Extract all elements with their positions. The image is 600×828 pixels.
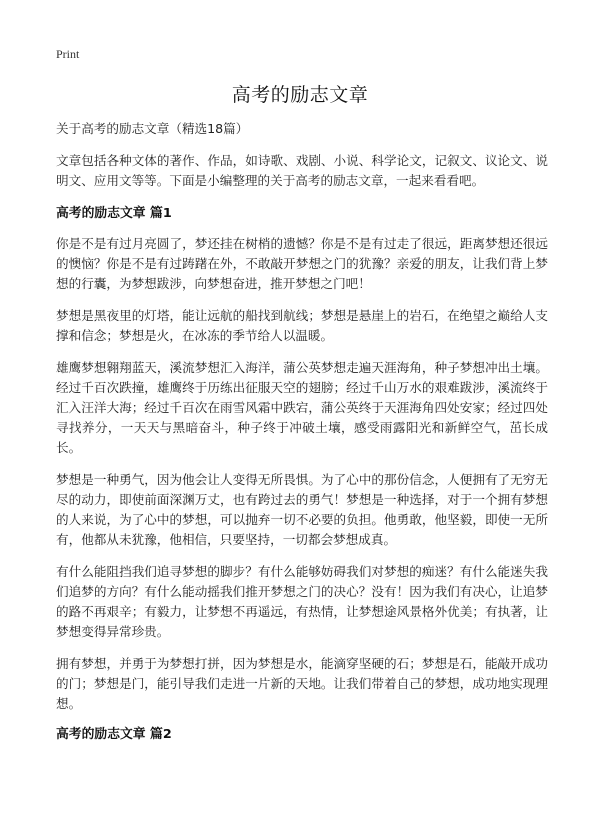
print-label[interactable]: Print — [56, 47, 80, 61]
section-1-paragraph-4: 梦想是一种勇气，因为他会让人变得无所畏惧。为了心中的那份信念，人便拥有了无穷无尽的动力，即使前面深渊万丈，也有跨过去的勇气！梦想是一种选择，对于一个拥有梦想的人来说，为了心中的梦想，可以抛弃一切不必要的负担。他勇敢，他坚毅，即使一无所有，他都从未犹豫，他相信，只要坚持，一切都会梦想成真。 — [56, 472, 548, 547]
section-1-paragraph-2: 梦想是黑夜里的灯塔，能让远航的船找到航线；梦想是悬崖上的岩石，在绝望之巅给人支撑和信念；梦想是火，在冰冻的季节给人以温暖。 — [56, 308, 548, 343]
section-heading-2: 高考的励志文章 篇2 — [56, 727, 172, 742]
section-1-paragraph-5: 有什么能阻挡我们追寻梦想的脚步？有什么能够妨碍我们对梦想的痴迷？有什么能迷失我们追梦的方向？有什么能动摇我们推开梦想之门的决心？没有！因为我们有决心，让追梦的路不再艰辛；有毅力，让梦想不再遥远，有热情，让梦想途风景格外优美；有执著，让梦想变得异常珍贵。 — [56, 564, 548, 639]
section-1-paragraph-1: 你是不是有过月亮圆了，梦还挂在树梢的遗憾？你是不是有过走了很远，距离梦想还很远的懊恼？你是不是有过踌躇在外，不敢敲开梦想之门的犹豫？亲爱的朋友，让我们背上梦想的行囊，为梦想跋涉，向梦想奋进，推开梦想之门吧！ — [56, 236, 548, 291]
intro-paragraph: 文章包括各种文体的著作、作品，如诗歌、戏剧、小说、科学论文，记叙文、议论文、说明文、应用文等等。下面是小编整理的关于高考的励志文章，一起来看看吧。 — [56, 153, 548, 188]
article-content — [56, 120, 548, 755]
page-title: 高考的励志文章 — [231, 84, 369, 106]
section-heading-1: 高考的励志文章 篇1 — [56, 206, 172, 221]
article-subtitle: 关于高考的励志文章（精选18篇） — [56, 121, 249, 136]
section-1-paragraph-6: 拥有梦想，并勇于为梦想打拼，因为梦想是水，能滴穿坚硬的石；梦想是石，能敲开成功的门；梦想是门，能引导我们走进一片新的天地。让我们带着自己的梦想，成功地实现理想。 — [56, 656, 548, 711]
section-1-paragraph-3: 雄鹰梦想翱翔蓝天，溪流梦想汇入海洋，蒲公英梦想走遍天涯海角，种子梦想冲出土壤。经过千百次跌撞，雄鹰终于历练出征服天空的翅膀；经过千山万水的艰难跋涉，溪流终于汇入汪洋大海；经过千百次在雨雪风霜中跌宕，蒲公英终于天涯海角四处安家；经过四处寻找养分，一天天与黑暗奋斗，种子终于冲破土壤，感受雨露阳光和新鲜空气，茁长成长。 — [56, 360, 548, 455]
